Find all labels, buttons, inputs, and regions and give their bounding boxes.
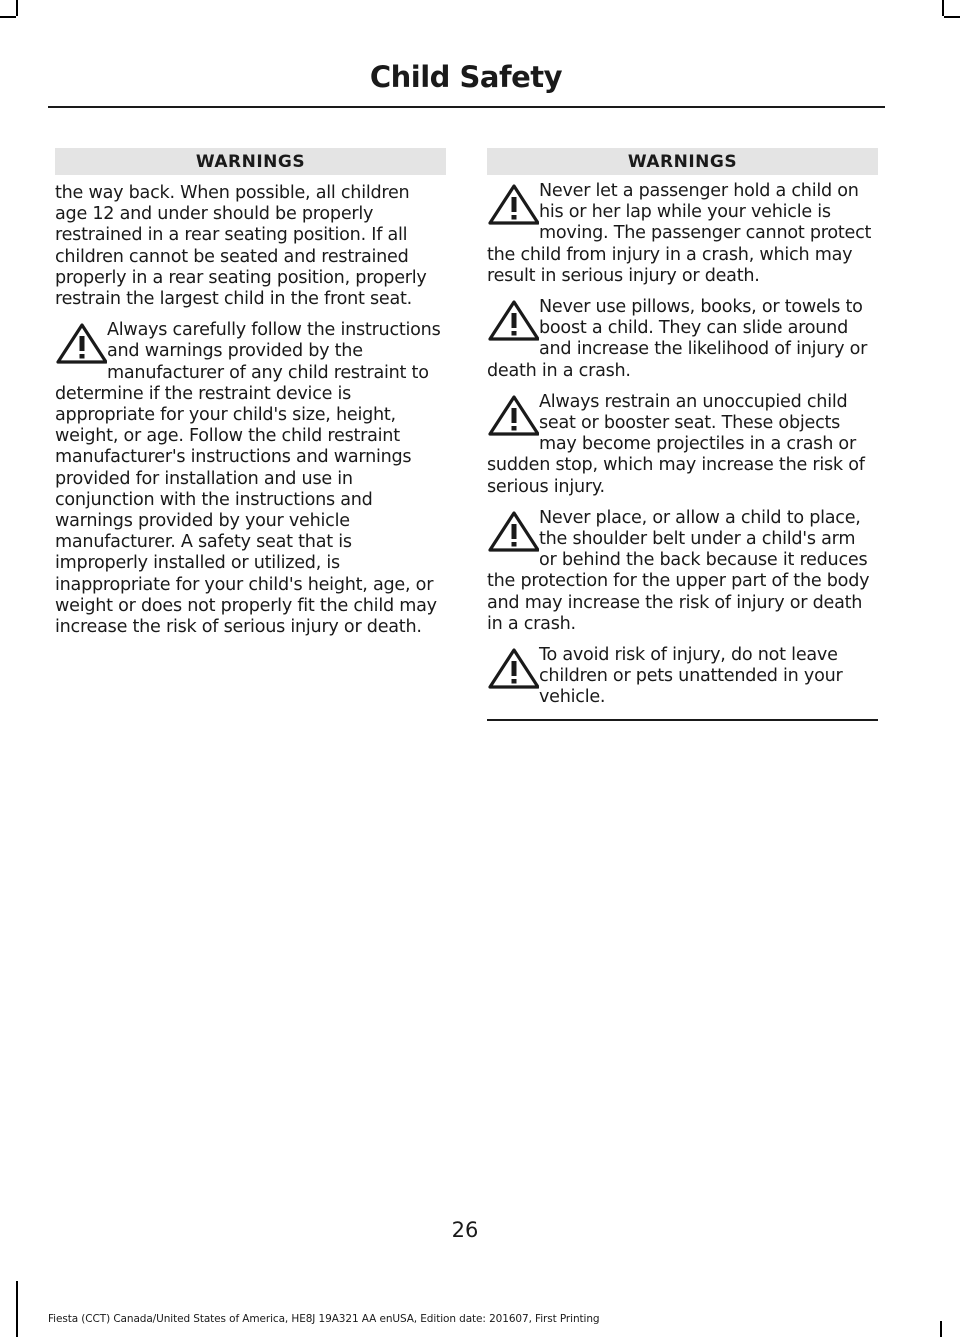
crop-mark [16,0,18,16]
warning-triangle-icon [487,510,539,552]
warning-block [487,645,878,709]
warning-text: Never let a passenger hold a child on his or her lap while your vehicle is moving. The passenger cannot protect the child from injury in a crash, which may result in serious injury or death. [487,181,872,286]
warning-block [487,181,878,287]
warning-triangle-icon [487,183,539,225]
warning-block [487,508,878,635]
warnings-heading: WARNINGS [487,148,878,175]
crop-mark [940,1321,942,1337]
intro-paragraph: the way back. When possible, all children age 12 and under should be properly restrained in a rear seating position. If all children cannot be seated and restrained properly in a rear seating position, properly restrain the largest child in the front seat. [55,183,427,310]
warning-triangle-icon [487,647,539,689]
warning-triangle-icon [55,322,107,364]
warning-text: Never use pillows, books, or towels to boost a child. They can slide around and increase the likelihood of injury or death in a crash. [487,297,868,381]
page-title: Child Safety [369,60,562,94]
warning-text: Always carefully follow the instructions and warnings provided by the manufacturer of any child restraint to determine if the restraint device is appropriate for your child's size, height, weight, or age. Follow the child restraint manufacturer's instructions and warnings provided for installation and use in conjunction with the instructions and warnings provided by your vehicle manufacturer. A safety seat that is improperly installed or utilized, is inappropriate for your child's height, age, or weight or does not properly fit the child may increase the risk of serious injury or death. [55,320,441,638]
warning-text: Always restrain an unoccupied child seat or booster seat. These objects may become projectiles in a crash or sudden stop, which may increase the risk of serious injury. [487,391,865,497]
warnings-heading: WARNINGS [55,148,446,175]
warning-text: To avoid risk of injury, do not leave children or pets unattended in your vehicle. [539,645,843,708]
page-number: 26 [451,1218,479,1242]
right-column [487,148,878,721]
footer-text: Fiesta (CCT) Canada/United States of America, HE8J 19A321 AA enUSA, Edition date: 201607, First Printing [48,1313,600,1325]
section-end-divider [487,719,878,721]
crop-mark [942,0,944,16]
warning-block [487,297,878,382]
left-column [55,148,446,638]
crop-mark [16,1281,18,1337]
warning-block [487,392,878,498]
title-divider [48,106,885,108]
crop-mark [0,16,16,18]
warning-text: Never place, or allow a child to place, the shoulder belt under a child's arm or behind the back because it reduces the protection for the upper part of the body and may increase the risk of injury or death in a crash. [487,507,870,634]
crop-mark [944,16,960,18]
warning-block [55,320,446,638]
warning-triangle-icon [487,394,539,436]
warning-triangle-icon [487,299,539,341]
